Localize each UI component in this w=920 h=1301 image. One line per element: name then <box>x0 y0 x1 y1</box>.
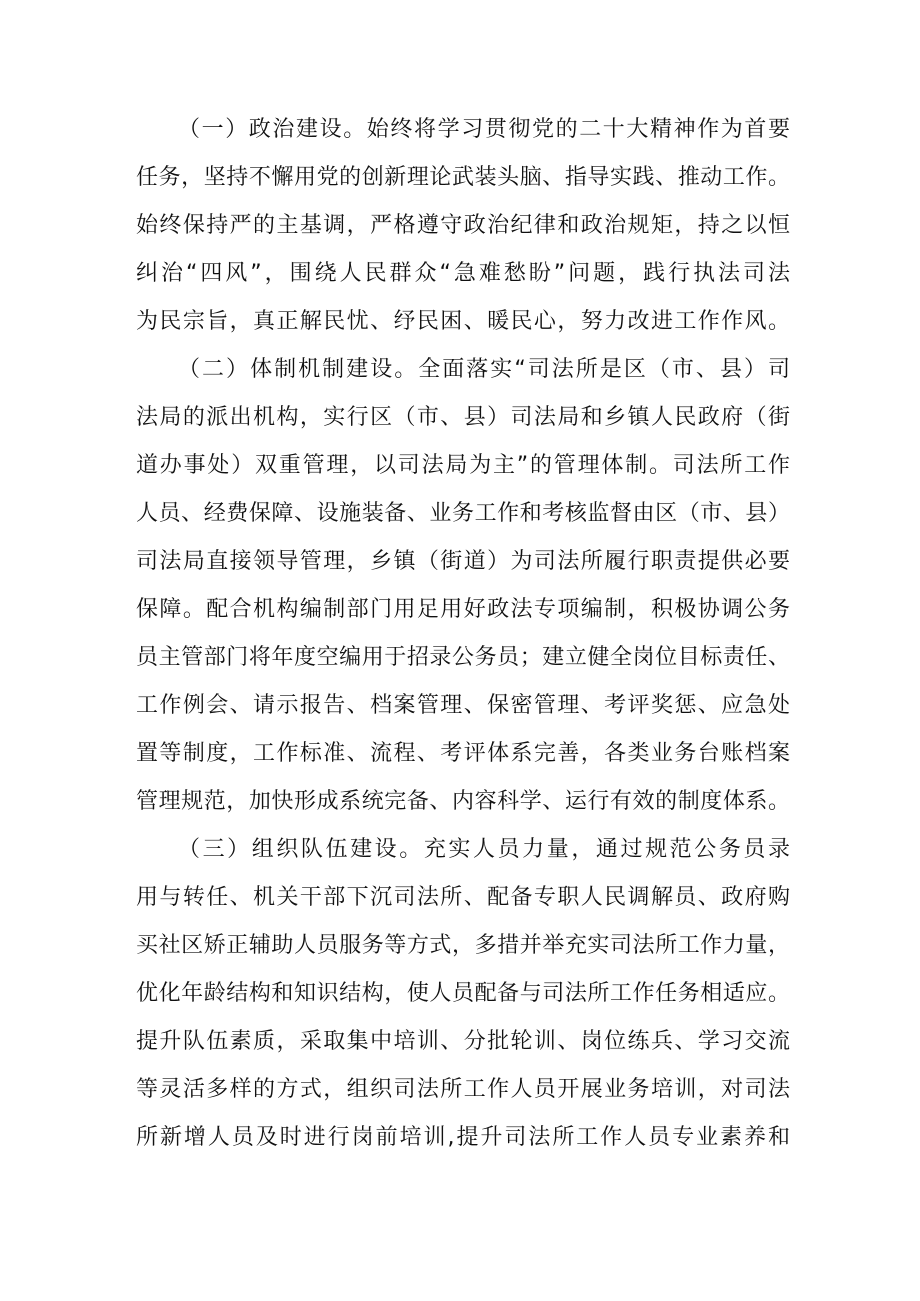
document-body <box>136 106 790 1162</box>
paragraph-political-construction <box>136 106 790 346</box>
text-line: 人员、经费保障、设施装备、业务工作和考核监督由区（市、县） <box>136 501 790 526</box>
text-line: 买社区矫正辅助人员服务等方式，多措并举充实司法所工作力量， <box>136 933 790 958</box>
text-line: （一）政治建设。始终将学习贯彻党的二十大精神作为首要 <box>178 117 790 142</box>
text-line: 纠治“四风”，围绕人民群众“急难愁盼”问题，践行执法司法 <box>136 261 790 286</box>
paragraph-institutional-mechanism <box>136 346 790 826</box>
text-line: 员主管部门将年度空编用于招录公务员；建立健全岗位目标责任、 <box>136 645 790 670</box>
text-line: 等灵活多样的方式，组织司法所工作人员开展业务培训，对司法 <box>136 1077 790 1102</box>
text-line: 工作例会、请示报告、档案管理、保密管理、考评奖惩、应急处 <box>136 693 790 718</box>
paragraph-team-building <box>136 826 790 1162</box>
text-line: 置等制度，工作标准、流程、考评体系完善，各类业务台账档案 <box>136 741 790 766</box>
text-line: 始终保持严的主基调，严格遵守政治纪律和政治规矩，持之以恒 <box>136 213 790 238</box>
text-line: （二）体制机制建设。全面落实“司法所是区（市、县）司 <box>178 357 790 382</box>
text-line: 为民宗旨，真正解民忧、纾民困、暖民心，努力改进工作作风。 <box>136 309 790 334</box>
text-line: 司法局直接领导管理，乡镇（街道）为司法所履行职责提供必要 <box>136 549 790 574</box>
text-line: （三）组织队伍建设。充实人员力量，通过规范公务员录 <box>178 837 790 862</box>
text-line: 用与转任、机关干部下沉司法所、配备专职人民调解员、政府购 <box>136 885 790 910</box>
text-line: 管理规范，加快形成系统完备、内容科学、运行有效的制度体系。 <box>136 789 790 814</box>
text-line: 道办事处）双重管理，以司法局为主”的管理体制。司法所工作 <box>136 453 790 478</box>
text-line: 提升队伍素质，采取集中培训、分批轮训、岗位练兵、学习交流 <box>136 1029 790 1054</box>
text-line: 法局的派出机构，实行区（市、县）司法局和乡镇人民政府（街 <box>136 405 790 430</box>
text-line: 优化年龄结构和知识结构，使人员配备与司法所工作任务相适应。 <box>136 981 790 1006</box>
text-line: 所新增人员及时进行岗前培训,提升司法所工作人员专业素养和 <box>136 1125 790 1150</box>
text-line: 任务，坚持不懈用党的创新理论武装头脑、指导实践、推动工作。 <box>136 165 790 190</box>
text-line: 保障。配合机构编制部门用足用好政法专项编制，积极协调公务 <box>136 597 790 622</box>
